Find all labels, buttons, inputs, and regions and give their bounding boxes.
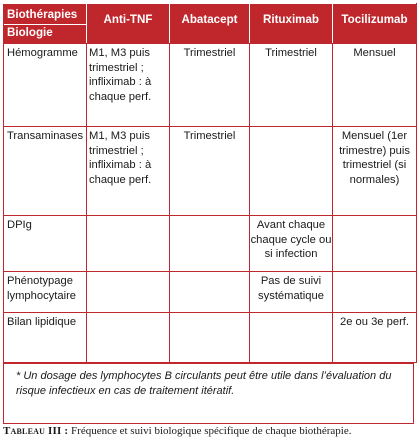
- row-label-dpig: DPIg: [4, 216, 87, 272]
- column-header-rituximab: Rituximab: [250, 4, 333, 44]
- table-row: [4, 127, 417, 216]
- table-cell: Mensuel (1er trimestre) puis trimestriel (si normales): [333, 127, 417, 216]
- biotherapy-table: [3, 3, 417, 363]
- caption-label: Tableau III :: [3, 425, 69, 437]
- table-cell: [87, 272, 170, 313]
- table-cell: M1, M3 puis trimestriel ; infliximab : à chaque perf.: [87, 44, 170, 127]
- table-cell: [250, 313, 333, 363]
- table-row: [4, 313, 417, 363]
- row-label-bilan-lipidique: Bilan lipidique: [4, 313, 87, 363]
- table-row: [4, 44, 417, 127]
- table-row: [4, 216, 417, 272]
- table-cell: [333, 272, 417, 313]
- table-cell: [87, 216, 170, 272]
- row-label-transaminases: Transaminases: [4, 127, 87, 216]
- table-row: [4, 272, 417, 313]
- table-cell: Trimestriel: [250, 44, 333, 127]
- header-row: [4, 4, 417, 44]
- table-caption: [3, 424, 418, 438]
- column-header-anti-tnf: Anti-TNF: [87, 4, 170, 44]
- row-label-hemogramme: Hémogramme: [4, 44, 87, 127]
- caption-text: Fréquence et suivi biologique spécifique de chaque biothérapie.: [71, 425, 352, 437]
- corner-label-biotherapies: Biothérapies: [7, 8, 78, 21]
- table-cell: [170, 272, 250, 313]
- row-label-phenotypage: Phénotypage lymphocytaire: [4, 272, 87, 313]
- corner-label-biologie: Biologie: [7, 26, 53, 39]
- table-cell: [333, 216, 417, 272]
- table-cell: [250, 127, 333, 216]
- table-cell: 2e ou 3e perf.: [333, 313, 417, 363]
- table-cell: Trimestriel: [170, 127, 250, 216]
- column-header-abatacept: Abatacept: [170, 4, 250, 44]
- column-header-tocilizumab: Tocilizumab: [333, 4, 417, 44]
- table-cell: Pas de suivi systématique: [250, 272, 333, 313]
- table-cell: [170, 313, 250, 363]
- table-cell: M1, M3 puis trimestriel ; infliximab : à chaque perf.: [87, 127, 170, 216]
- table-cell: Avant chaque chaque cycle ou si infection: [250, 216, 333, 272]
- table-cell: Mensuel: [333, 44, 417, 127]
- table-cell: [170, 216, 250, 272]
- table-cell: [87, 313, 170, 363]
- table-footnote: * Un dosage des lymphocytes B circulants peut être utile dans l’évaluation du risque infectieux en cas de traitement itératif.: [3, 363, 414, 424]
- table-cell: Trimestriel: [170, 44, 250, 127]
- corner-header: [4, 4, 87, 44]
